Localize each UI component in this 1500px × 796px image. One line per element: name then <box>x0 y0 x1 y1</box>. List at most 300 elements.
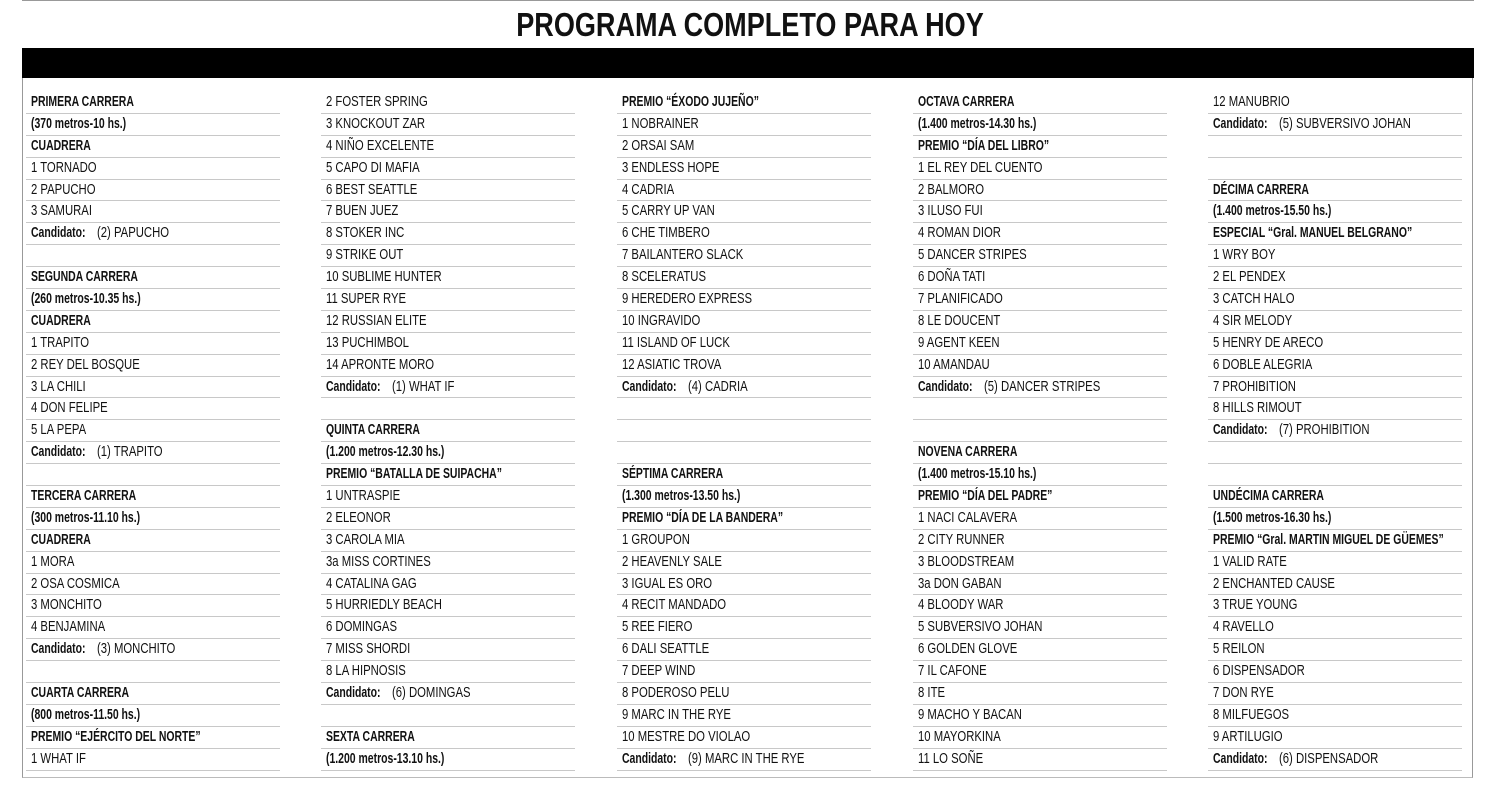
horse-entry-text: 7 DEEP WIND <box>622 663 696 680</box>
candidate-value: (7) PROHIBITION <box>1278 422 1370 439</box>
horse-entry-text: 2 OSA COSMICA <box>31 575 120 592</box>
horse-entry-text: 4 RAVELLO <box>1213 619 1274 636</box>
horse-entry-text: 10 AMANDAU <box>918 356 990 373</box>
candidate-label: Candidato: <box>31 225 86 242</box>
horse-entry <box>1208 355 1462 377</box>
horse-entry <box>1208 267 1462 289</box>
race-heading <box>321 420 575 442</box>
race-heading-text: PREMIO “DÍA DE LA BANDERA” <box>622 509 784 526</box>
race-heading-text: (300 metros-11.10 hs.) <box>31 509 141 526</box>
candidate-row <box>26 442 280 464</box>
horse-entry <box>321 92 575 114</box>
horse-entry-text: 2 HEAVENLY SALE <box>622 553 722 570</box>
candidate-label: Candidato: <box>326 378 381 395</box>
horse-entry <box>26 617 280 639</box>
horse-entry <box>617 201 871 223</box>
blank-row <box>1208 136 1462 158</box>
candidate-row <box>321 683 575 705</box>
page-title: PROGRAMA COMPLETO PARA HOY <box>516 6 984 43</box>
horse-entry-text: 5 REE FIERO <box>622 619 693 636</box>
horse-entry <box>617 705 871 727</box>
horse-entry-text: 7 DON RYE <box>1213 685 1274 702</box>
race-heading-text: PREMIO “BATALLA DE SUIPACHA” <box>326 466 502 483</box>
horse-entry-text: 1 VALID RATE <box>1213 553 1287 570</box>
horse-entry-text: 2 ELEONOR <box>326 509 391 526</box>
horse-entry-text: 8 ITE <box>918 685 946 702</box>
blank-row <box>321 398 575 420</box>
horse-entry-text: 7 PROHIBITION <box>1213 378 1296 395</box>
horse-entry <box>321 333 575 355</box>
horse-entry-text: 11 ISLAND OF LUCK <box>622 334 730 351</box>
candidate-value: (4) CADRIA <box>687 378 748 395</box>
candidate-row <box>1208 749 1462 771</box>
blank-row <box>617 420 871 442</box>
race-heading-text: PREMIO “ÉXODO JUJEÑO” <box>622 94 759 110</box>
race-heading-text: (1.400 metros-15.10 hs.) <box>918 466 1037 483</box>
race-heading-text: CUADRERA <box>31 531 91 548</box>
horse-entry-text: 2 FOSTER SPRING <box>326 94 428 110</box>
blank-row <box>913 420 1167 442</box>
horse-entry <box>913 552 1167 574</box>
race-heading-text: ESPECIAL “Gral. MANUEL BELGRANO” <box>1213 225 1413 242</box>
candidate-row <box>321 377 575 399</box>
race-heading-text: CUADRERA <box>31 312 91 329</box>
candidate-value: (5) DANCER STRIPES <box>983 378 1101 395</box>
horse-entry <box>617 245 871 267</box>
horse-entry <box>321 136 575 158</box>
horse-entry <box>321 201 575 223</box>
race-heading <box>26 114 280 136</box>
horse-entry-text: 4 NIÑO EXCELENTE <box>326 137 435 154</box>
horse-entry-text: 5 HENRY DE ARECO <box>1213 334 1324 351</box>
horse-entry <box>1208 333 1462 355</box>
race-heading-text: TERCERA CARRERA <box>31 488 137 505</box>
race-heading <box>913 442 1167 464</box>
horse-entry <box>617 223 871 245</box>
horse-entry-text: 5 HURRIEDLY BEACH <box>326 597 442 614</box>
horse-entry-text: 2 CITY RUNNER <box>918 531 1005 548</box>
blank-row <box>26 245 280 267</box>
horse-entry-text: 5 DANCER STRIPES <box>918 247 1027 264</box>
horse-entry <box>26 201 280 223</box>
horse-entry-text: 7 IL CAFONE <box>918 663 987 680</box>
race-heading-text: (1.500 metros-16.30 hs.) <box>1213 509 1332 526</box>
candidate-label: Candidato: <box>326 685 381 702</box>
race-heading-text: PREMIO “Gral. MARTIN MIGUEL DE GÜEMES” <box>1213 531 1444 548</box>
horse-entry <box>913 311 1167 333</box>
horse-entry-text: 1 WRY BOY <box>1213 247 1276 264</box>
horse-entry-text: 4 BLOODY WAR <box>918 597 1004 614</box>
horse-entry-text: 9 HEREDERO EXPRESS <box>622 291 753 308</box>
race-heading <box>26 727 280 749</box>
blank-row <box>913 398 1167 420</box>
horse-entry <box>913 683 1167 705</box>
horse-entry <box>913 158 1167 180</box>
race-heading-text: (260 metros-10.35 hs.) <box>31 291 141 308</box>
horse-entry <box>617 180 871 202</box>
horse-entry <box>913 749 1167 771</box>
horse-entry <box>321 508 575 530</box>
horse-entry <box>321 311 575 333</box>
race-heading-text: DÉCIMA CARRERA <box>1213 181 1309 198</box>
program-column-1 <box>26 92 280 771</box>
horse-entry-text: 4 SIR MELODY <box>1213 312 1293 329</box>
horse-entry <box>913 508 1167 530</box>
blank-row <box>617 398 871 420</box>
race-heading <box>617 508 871 530</box>
candidate-value: (1) WHAT IF <box>391 378 455 395</box>
race-heading <box>1208 180 1462 202</box>
horse-entry <box>617 639 871 661</box>
horse-entry-text: 3a DON GABAN <box>918 575 1002 592</box>
blank-row <box>1208 442 1462 464</box>
horse-entry <box>1208 398 1462 420</box>
horse-entry-text: 3 ILUSO FUI <box>918 203 983 220</box>
program-column-5 <box>1208 92 1462 771</box>
race-heading-text: SEGUNDA CARRERA <box>31 269 138 286</box>
horse-entry <box>321 245 575 267</box>
horse-entry-text: 6 BEST SEATTLE <box>326 181 418 198</box>
race-heading <box>26 289 280 311</box>
horse-entry-text: 5 CARRY UP VAN <box>622 203 715 220</box>
horse-entry <box>1208 727 1462 749</box>
horse-entry <box>913 530 1167 552</box>
race-heading <box>26 508 280 530</box>
race-heading <box>617 486 871 508</box>
horse-entry-text: 12 RUSSIAN ELITE <box>326 312 427 329</box>
race-heading <box>1208 201 1462 223</box>
horse-entry-text: 8 SCELERATUS <box>622 269 707 286</box>
horse-entry-text: 9 MACHO Y BACAN <box>918 706 1022 723</box>
horse-entry <box>1208 245 1462 267</box>
horse-entry-text: 2 EL PENDEX <box>1213 269 1286 286</box>
horse-entry-text: 3 BLOODSTREAM <box>918 553 1015 570</box>
horse-entry <box>1208 617 1462 639</box>
horse-entry-text: 9 MARC IN THE RYE <box>622 706 731 723</box>
horse-entry <box>321 617 575 639</box>
race-heading-text: (1.200 metros-13.10 hs.) <box>326 750 445 767</box>
horse-entry <box>1208 574 1462 596</box>
horse-entry-text: 6 DOÑA TATI <box>918 269 986 286</box>
horse-entry-text: 6 DALI SEATTLE <box>622 641 710 658</box>
race-heading <box>26 92 280 114</box>
horse-entry <box>26 180 280 202</box>
candidate-label: Candidato: <box>622 378 677 395</box>
candidate-label: Candidato: <box>1213 422 1268 439</box>
horse-entry <box>321 223 575 245</box>
horse-entry <box>617 727 871 749</box>
race-heading <box>26 136 280 158</box>
horse-entry <box>913 705 1167 727</box>
horse-entry <box>617 355 871 377</box>
horse-entry <box>321 289 575 311</box>
horse-entry-text: 4 RECIT MANDADO <box>622 597 727 614</box>
race-heading-text: SÉPTIMA CARRERA <box>622 466 724 483</box>
candidate-value: (2) PAPUCHO <box>96 225 169 242</box>
race-heading-text: PRIMERA CARRERA <box>31 94 134 110</box>
horse-entry-text: 1 UNTRASPIE <box>326 488 401 505</box>
horse-entry-text: 5 LA PEPA <box>31 422 87 439</box>
horse-entry <box>1208 92 1462 114</box>
horse-entry-text: 10 MESTRE DO VIOLAO <box>622 728 751 745</box>
horse-entry <box>617 158 871 180</box>
horse-entry-text: 4 DON FELIPE <box>31 400 108 417</box>
horse-entry <box>321 661 575 683</box>
horse-entry-text: 6 CHE TIMBERO <box>622 225 710 242</box>
race-heading <box>26 486 280 508</box>
candidate-row <box>1208 114 1462 136</box>
horse-entry-text: 1 GROUPON <box>622 531 690 548</box>
candidate-label: Candidato: <box>1213 115 1268 132</box>
race-heading <box>1208 530 1462 552</box>
horse-entry <box>26 355 280 377</box>
horse-entry <box>321 486 575 508</box>
race-heading-text: PREMIO “DÍA DEL PADRE” <box>918 488 1053 505</box>
horse-entry-text: 3 ENDLESS HOPE <box>622 159 720 176</box>
candidate-value: (3) MONCHITO <box>96 641 176 658</box>
horse-entry-text: 1 NACI CALAVERA <box>918 509 1018 526</box>
horse-entry <box>617 311 871 333</box>
horse-entry-text: 10 MAYORKINA <box>918 728 1001 745</box>
horse-entry <box>617 289 871 311</box>
program-column-2 <box>321 92 575 771</box>
horse-entry-text: 7 BAILANTERO SLACK <box>622 247 744 264</box>
horse-entry <box>913 661 1167 683</box>
race-heading-text: (1.400 metros-15.50 hs.) <box>1213 203 1332 220</box>
race-heading-text: CUADRERA <box>31 137 91 154</box>
horse-entry <box>913 639 1167 661</box>
horse-entry-text: 2 ORSAI SAM <box>622 137 695 154</box>
horse-entry <box>321 114 575 136</box>
program-column-3 <box>617 92 871 771</box>
horse-entry <box>913 333 1167 355</box>
horse-entry-text: 3 MONCHITO <box>31 597 102 614</box>
horse-entry-text: 8 MILFUEGOS <box>1213 706 1290 723</box>
horse-entry-text: 6 GOLDEN GLOVE <box>918 641 1018 658</box>
horse-entry <box>913 595 1167 617</box>
horse-entry <box>1208 552 1462 574</box>
race-heading <box>913 92 1167 114</box>
candidate-label: Candidato: <box>622 750 677 767</box>
race-heading <box>26 311 280 333</box>
horse-entry <box>26 158 280 180</box>
candidate-row <box>617 377 871 399</box>
horse-entry <box>617 530 871 552</box>
race-heading-text: PREMIO “DÍA DEL LIBRO” <box>918 137 1050 154</box>
horse-entry <box>913 617 1167 639</box>
horse-entry-text: 8 LA HIPNOSIS <box>326 663 406 680</box>
horse-entry <box>913 267 1167 289</box>
horse-entry <box>1208 683 1462 705</box>
horse-entry <box>1208 377 1462 399</box>
horse-entry <box>321 267 575 289</box>
race-heading <box>1208 223 1462 245</box>
horse-entry-text: 4 BENJAMINA <box>31 619 106 636</box>
horse-entry <box>1208 661 1462 683</box>
horse-entry <box>617 136 871 158</box>
horse-entry <box>321 552 575 574</box>
horse-entry-text: 5 SUBVERSIVO JOHAN <box>918 619 1043 636</box>
horse-entry-text: 2 BALMORO <box>918 181 984 198</box>
horse-entry-text: 6 DISPENSADOR <box>1213 663 1305 680</box>
horse-entry <box>913 289 1167 311</box>
race-heading-text: (1.200 metros-12.30 hs.) <box>326 444 445 461</box>
program-column-4 <box>913 92 1167 771</box>
race-heading <box>913 114 1167 136</box>
blank-row <box>1208 464 1462 486</box>
race-heading-text: UNDÉCIMA CARRERA <box>1213 488 1324 505</box>
race-heading-text: (1.300 metros-13.50 hs.) <box>622 488 741 505</box>
candidate-value: (6) DOMINGAS <box>391 685 471 702</box>
horse-entry-text: 6 DOMINGAS <box>326 619 398 636</box>
candidate-row <box>26 639 280 661</box>
candidate-row <box>913 377 1167 399</box>
horse-entry-text: 1 TORNADO <box>31 159 97 176</box>
horse-entry-text: 3 KNOCKOUT ZAR <box>326 115 426 132</box>
horse-entry <box>617 617 871 639</box>
horse-entry-text: 7 BUEN JUEZ <box>326 203 399 220</box>
horse-entry-text: 11 SUPER RYE <box>326 291 407 308</box>
race-heading <box>321 749 575 771</box>
candidate-label: Candidato: <box>31 444 86 461</box>
race-heading <box>26 683 280 705</box>
horse-entry-text: 14 APRONTE MORO <box>326 356 435 373</box>
horse-entry-text: 5 CAPO DI MAFIA <box>326 159 420 176</box>
race-heading <box>913 486 1167 508</box>
candidate-value: (9) MARC IN THE RYE <box>687 750 805 767</box>
race-heading <box>1208 486 1462 508</box>
horse-entry <box>913 180 1167 202</box>
horse-entry-text: 4 CATALINA GAG <box>326 575 417 592</box>
header-bar <box>22 48 1474 78</box>
horse-entry-text: 8 STOKER INC <box>326 225 405 242</box>
horse-entry <box>913 223 1167 245</box>
horse-entry <box>617 661 871 683</box>
race-heading-text: (800 metros-11.50 hs.) <box>31 706 141 723</box>
candidate-label: Candidato: <box>918 378 973 395</box>
horse-entry <box>1208 639 1462 661</box>
horse-entry-text: 13 PUCHIMBOL <box>326 334 409 351</box>
horse-entry-text: 6 DOBLE ALEGRIA <box>1213 356 1313 373</box>
race-heading-text: SEXTA CARRERA <box>326 728 415 745</box>
horse-entry <box>1208 595 1462 617</box>
horse-entry-text: 5 REILON <box>1213 641 1265 658</box>
horse-entry-text: 3a MISS CORTINES <box>326 553 431 570</box>
blank-row <box>26 661 280 683</box>
race-heading <box>26 530 280 552</box>
candidate-row <box>1208 420 1462 442</box>
horse-entry <box>26 333 280 355</box>
horse-entry-text: 12 MANUBRIO <box>1213 94 1290 110</box>
horse-entry-text: 1 NOBRAINER <box>622 115 699 132</box>
race-heading <box>321 442 575 464</box>
candidate-value: (1) TRAPITO <box>96 444 163 461</box>
horse-entry <box>617 333 871 355</box>
horse-entry <box>617 683 871 705</box>
blank-row <box>617 442 871 464</box>
horse-entry <box>617 114 871 136</box>
horse-entry <box>913 201 1167 223</box>
horse-entry-text: 2 PAPUCHO <box>31 181 96 198</box>
horse-entry-text: 3 TRUE YOUNG <box>1213 597 1298 614</box>
horse-entry-text: 8 HILLS RIMOUT <box>1213 400 1302 417</box>
horse-entry <box>26 377 280 399</box>
horse-entry <box>321 355 575 377</box>
horse-entry <box>321 639 575 661</box>
horse-entry <box>26 749 280 771</box>
race-heading <box>321 464 575 486</box>
horse-entry-text: 3 CATCH HALO <box>1213 291 1295 308</box>
horse-entry-text: 7 MISS SHORDI <box>326 641 411 658</box>
race-heading <box>26 267 280 289</box>
horse-entry-text: 7 PLANIFICADO <box>918 291 1003 308</box>
blank-row <box>321 705 575 727</box>
horse-entry-text: 3 SAMURAI <box>31 203 92 220</box>
race-heading <box>617 92 871 114</box>
horse-entry <box>321 180 575 202</box>
horse-entry <box>321 574 575 596</box>
race-heading <box>913 136 1167 158</box>
horse-entry <box>617 595 871 617</box>
candidate-row <box>617 749 871 771</box>
blank-row <box>1208 158 1462 180</box>
horse-entry-text: 1 MORA <box>31 553 75 570</box>
horse-entry-text: 1 TRAPITO <box>31 334 90 351</box>
race-heading-text: CUARTA CARRERA <box>31 685 130 702</box>
horse-entry <box>1208 705 1462 727</box>
race-heading-text: QUINTA CARRERA <box>326 422 420 439</box>
horse-entry-text: 12 ASIATIC TROVA <box>622 356 722 373</box>
horse-entry <box>26 398 280 420</box>
horse-entry <box>26 574 280 596</box>
horse-entry <box>26 420 280 442</box>
horse-entry <box>321 158 575 180</box>
horse-entry-text: 8 PODEROSO PELU <box>622 685 730 702</box>
race-heading-text: (370 metros-10 hs.) <box>31 115 127 132</box>
race-heading-text: (1.400 metros-14.30 hs.) <box>918 115 1037 132</box>
horse-entry-text: 3 CAROLA MIA <box>326 531 405 548</box>
horse-entry <box>26 552 280 574</box>
horse-entry <box>913 574 1167 596</box>
horse-entry-text: 4 ROMAN DIOR <box>918 225 1001 242</box>
horse-entry-text: 2 REY DEL BOSQUE <box>31 356 140 373</box>
candidate-value: (6) DISPENSADOR <box>1278 750 1379 767</box>
race-heading <box>321 727 575 749</box>
race-heading <box>913 464 1167 486</box>
race-heading-text: NOVENA CARRERA <box>918 444 1018 461</box>
race-heading-text: OCTAVA CARRERA <box>918 94 1015 110</box>
horse-entry <box>1208 311 1462 333</box>
candidate-label: Candidato: <box>31 641 86 658</box>
horse-entry-text: 8 LE DOUCENT <box>918 312 1001 329</box>
race-heading <box>26 705 280 727</box>
horse-entry <box>1208 289 1462 311</box>
race-heading <box>1208 508 1462 530</box>
top-rule <box>22 0 1474 1</box>
candidate-value: (5) SUBVERSIVO JOHAN <box>1278 115 1411 132</box>
horse-entry <box>321 530 575 552</box>
horse-entry-text: 1 WHAT IF <box>31 750 86 767</box>
horse-entry-text: 2 ENCHANTED CAUSE <box>1213 575 1335 592</box>
horse-entry <box>26 595 280 617</box>
horse-entry-text: 10 INGRAVIDO <box>622 312 701 329</box>
horse-entry-text: 1 EL REY DEL CUENTO <box>918 159 1043 176</box>
horse-entry <box>321 595 575 617</box>
horse-entry-text: 3 IGUAL ES ORO <box>622 575 713 592</box>
horse-entry <box>913 727 1167 749</box>
horse-entry <box>617 552 871 574</box>
horse-entry-text: 9 AGENT KEEN <box>918 334 1000 351</box>
